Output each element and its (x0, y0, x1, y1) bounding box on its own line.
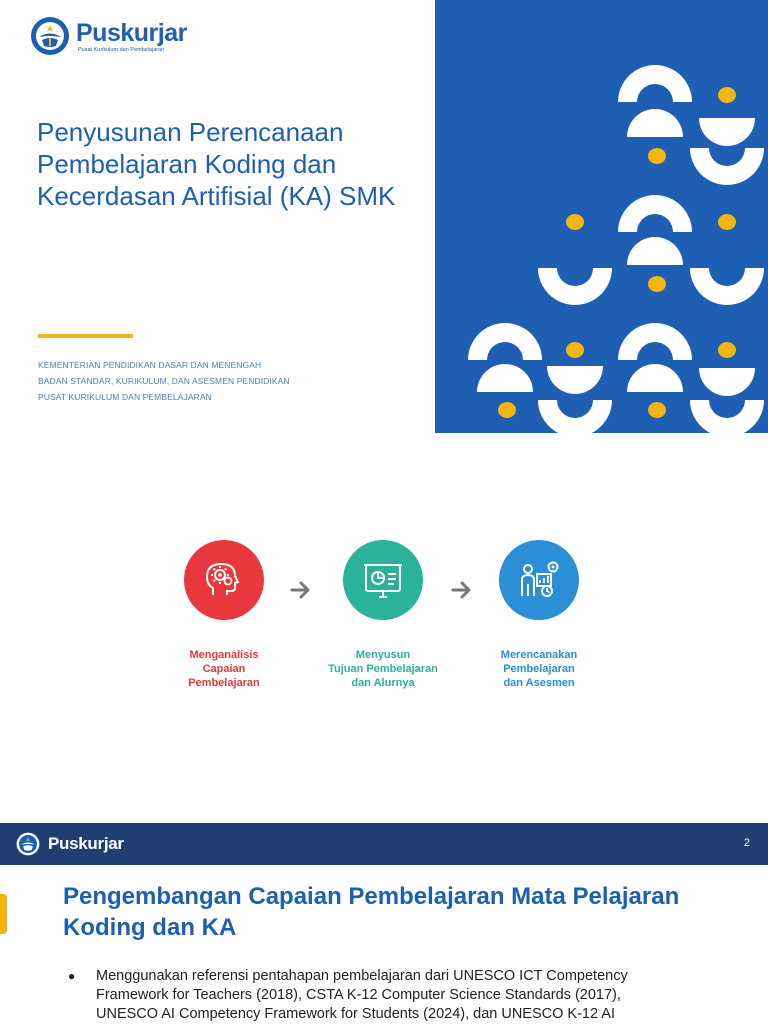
puskurjar-logo (16, 832, 124, 856)
step-label-line: Merencanakan (500, 649, 578, 661)
slide-title: Penyusunan Perencanaan Pembelajaran Koding dan Kecerdasan Artifisial (KA) SMK (37, 117, 396, 211)
title-accent-bar (38, 334, 133, 338)
process-diagram (0, 540, 768, 700)
step-label-line: Menyusun (355, 649, 411, 661)
step-label-line: Menganalisis (189, 649, 259, 661)
org-line: PUSAT KURIKULUM DAN PEMBELAJARAN (38, 392, 212, 402)
list-item (66, 967, 726, 1024)
logo-name: Puskurjar (76, 18, 187, 47)
arch-dot-pattern-icon (435, 0, 768, 433)
bullet-list (66, 967, 726, 1024)
puskurjar-logo (30, 16, 187, 56)
logo-name: Puskurjar (48, 834, 124, 853)
step-label-line: Capaian (202, 663, 246, 675)
title-slide (0, 0, 768, 433)
step-compose (303, 540, 463, 690)
bullet-line: Menggunakan referensi pentahapan pembelajaran dari UNESCO ICT Competency (96, 968, 628, 984)
presentation-board-icon (358, 555, 408, 605)
slide-title: Pengembangan Capaian Pembelajaran Mata Pelajaran Koding dan KA (63, 883, 680, 941)
step-circle (499, 540, 579, 620)
decorative-pattern (435, 0, 768, 433)
organization-lines (38, 357, 290, 405)
step-label-line: Pembelajaran (188, 677, 260, 689)
step-label-line: Tujuan Pembelajaran (328, 663, 438, 675)
bullet-line: Framework for Teachers (2018), CSTA K-12 Computer Science Standards (2017), (96, 987, 621, 1003)
step-plan (459, 540, 619, 690)
step-label (459, 648, 619, 690)
org-line: KEMENTERIAN PENDIDIKAN DASAR DAN MENENGAH (38, 360, 262, 370)
step-analyze (144, 540, 304, 690)
step-label-line: dan Alurnya (351, 677, 415, 689)
step-circle (343, 540, 423, 620)
step-circle (184, 540, 264, 620)
bullet-dot-icon: ● (68, 969, 76, 983)
tut-wuri-handayani-emblem-icon (16, 832, 40, 856)
tut-wuri-handayani-emblem-icon (30, 16, 70, 56)
slide2-header (0, 823, 768, 865)
planner-person-icon (513, 554, 565, 606)
step-label (303, 648, 463, 690)
step-label (144, 648, 304, 690)
accent-tab (0, 894, 7, 934)
bullet-line: UNESCO AI Competency Framework for Students (2024), dan UNESCO K-12 AI (96, 1006, 615, 1022)
step-label-line: Pembelajaran (503, 663, 575, 675)
page-number: 2 (743, 837, 750, 849)
logo-tagline: Pusat Kurikulum dan Pembelajaran (78, 46, 165, 53)
step-label-line: dan Asesmen (503, 677, 575, 689)
org-line: BADAN STANDAR, KURIKULUM, DAN ASESMEN PENDIDIKAN (38, 376, 290, 386)
head-gears-icon (199, 555, 249, 605)
